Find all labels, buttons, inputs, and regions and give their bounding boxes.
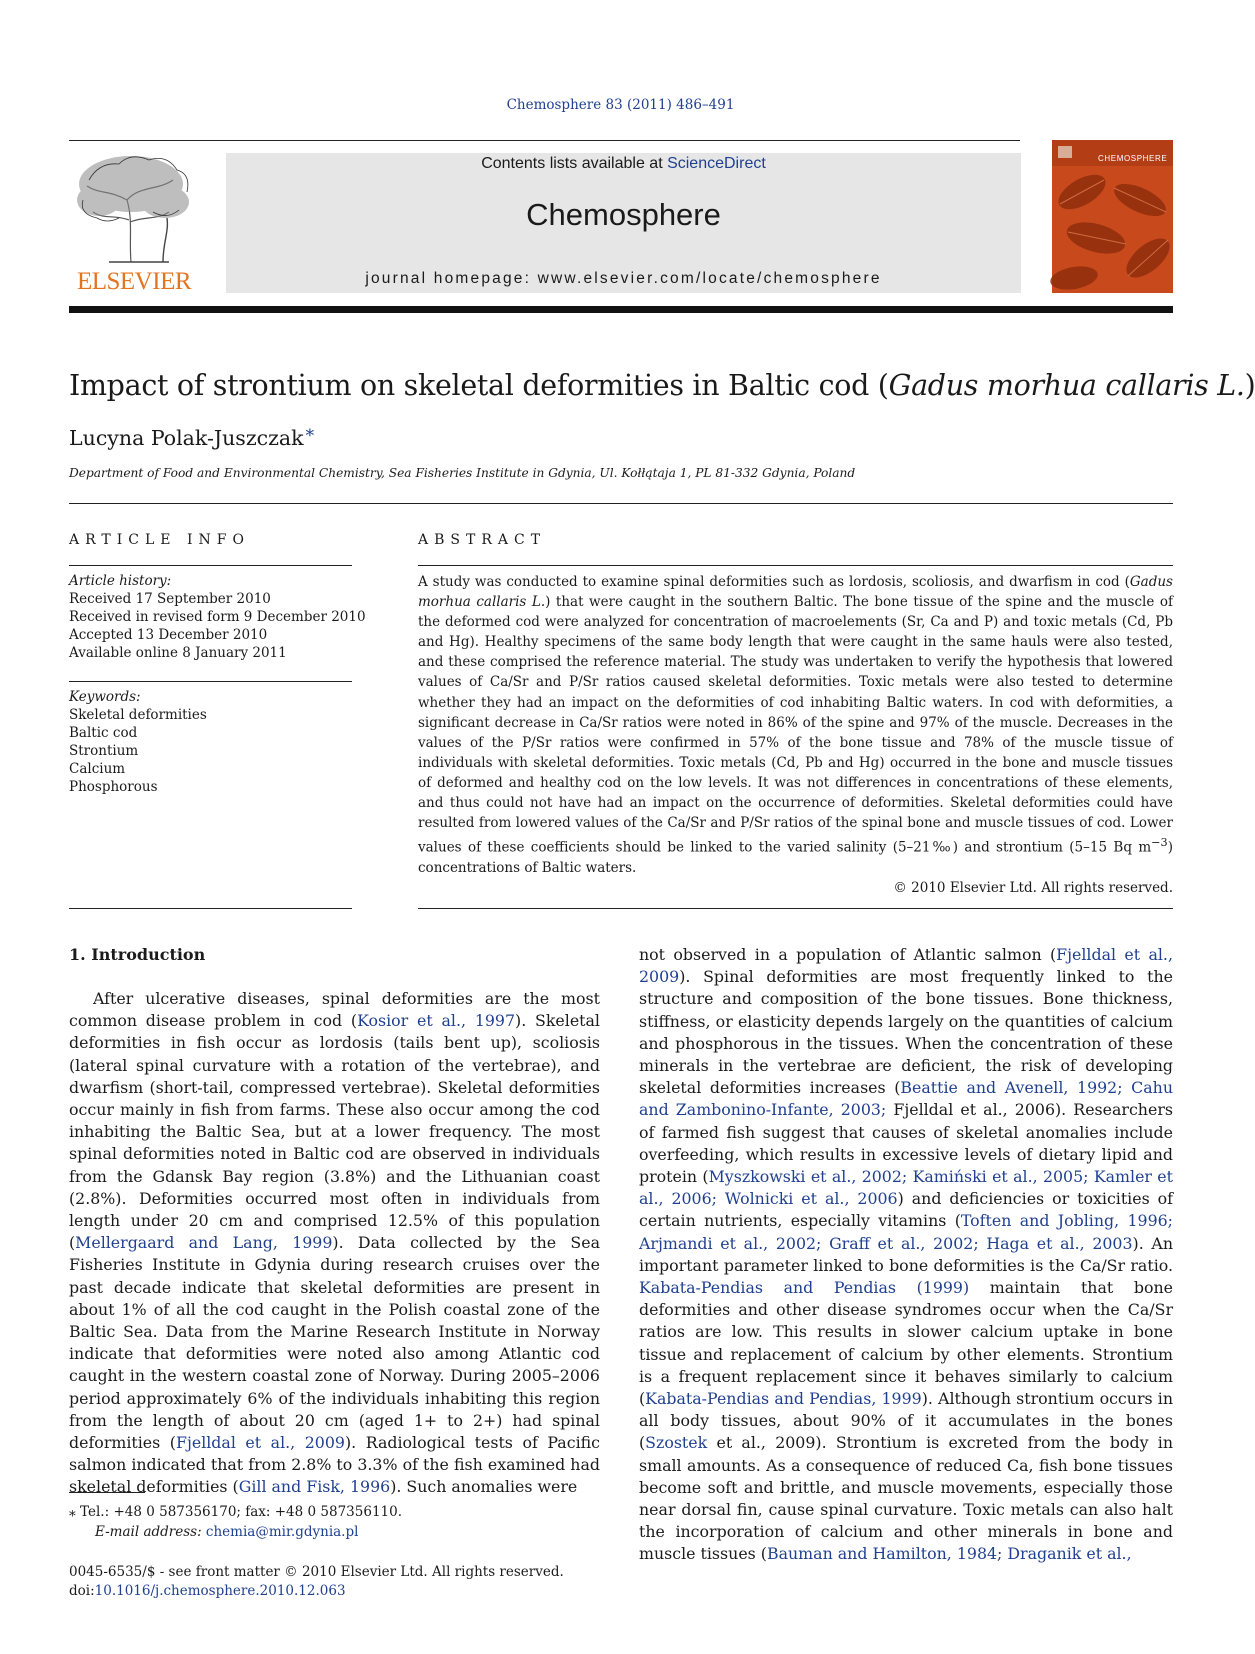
footnote	[69, 1502, 402, 1542]
abstract-copyright: © 2010 Elsevier Ltd. All rights reserved.	[893, 879, 1173, 896]
affiliation-rule	[69, 503, 1173, 504]
article-info-bottom-rule	[69, 908, 352, 909]
elsevier-wordmark: ELSEVIER	[76, 268, 192, 295]
intro-right-column	[639, 944, 1173, 1566]
citation-link[interactable]: Bauman and Hamilton, 1984; Draganik et al.,	[766, 1544, 1132, 1564]
citation-link[interactable]: Fjelldal et al., 2009	[175, 1433, 345, 1453]
body-text: ). Spinal deformities are most frequently linked to the structure and composition of the bone tissues. Bone thickness, stiffness, or elasticity depends largely on the quantities of calcium and phosphorous in the tissues. When the concentration of these minerals in the vertebrae are deficient, the risk of developing skeletal deformities increases (	[639, 967, 1173, 1098]
citation-link[interactable]: Kabata-Pendias and Pendias (1999)	[639, 1278, 970, 1298]
article-info-heading: ARTICLE INFO	[69, 532, 250, 548]
body-text: ). Data collected by the Sea Fisheries Institute in Gdynia during research cruises over the past decade indicate that skeletal deformities are present in about 1% of all the cod caught in the Polish coastal zone of the Baltic Sea. Data from the Marine Research Institute in Norway indicate that deformities were noted also among Atlantic cod caught in the western coastal zone of Norway. During 2005–2006 period approximately 6% of the individuals inhabiting this region from the length of about 20 cm (aged 1+ to 2+) had spinal deformities (	[69, 1233, 601, 1453]
body-text: et al., 2009). Strontium is excreted from the body in small amounts. As a consequence of reduced Ca, fish bone tissues become soft and brittle, and muscle movements, especially those near dorsal fin, cause spinal curvature. Toxic metals can also halt the incorporation of calcium and other minerals in bone and muscle tissues (	[639, 1433, 1173, 1564]
journal-name[interactable]: Chemosphere	[526, 197, 721, 232]
section-heading: 1. Introduction	[69, 945, 206, 964]
citation-link[interactable]: Kosior et al., 1997	[357, 1011, 516, 1031]
keywords-label: Keywords:	[69, 689, 141, 705]
body-text: ). Although strontium occurs in all body tissues, about 90% of it accumulates in the bones (	[639, 1389, 1173, 1453]
journal-banner	[226, 153, 1021, 293]
body-text: ). An important parameter linked to bone deformities is the Ca/Sr ratio.	[639, 1233, 1173, 1275]
citation-link[interactable]: Mellergaard and Lang, 1999	[75, 1233, 333, 1253]
email-link[interactable]: chemia@mir.gdynia.pl	[205, 1524, 359, 1540]
header-rule	[69, 140, 1020, 141]
intro-left-column	[69, 988, 600, 1499]
article-history	[69, 572, 366, 662]
article-info-rule	[69, 565, 352, 566]
body-text: After ulcerative diseases, spinal deformities are the most common disease problem in cod (	[69, 989, 600, 1031]
footnote-email: E-mail address: chemia@mir.gdynia.pl	[95, 1524, 359, 1540]
article-title: Impact of strontium on skeletal deformities in Baltic cod (Gadus morhua callaris L.)	[69, 369, 1255, 402]
citation-link[interactable]: Fjelldal et al., 2009	[639, 945, 1173, 987]
abstract-bottom-rule	[418, 908, 1173, 909]
elsevier-logo[interactable]	[69, 150, 199, 296]
author-name: Lucyna Polak-Juszczak *	[69, 426, 315, 450]
keyword-item: Skeletal deformities	[69, 707, 207, 723]
citation-link[interactable]: Kabata-Pendias and Pendias, 1999	[645, 1389, 922, 1409]
elsevier-tree-icon	[69, 150, 199, 268]
history-received: Received 17 September 2010	[69, 591, 271, 607]
history-online: Available online 8 January 2011	[69, 645, 287, 661]
keyword-item: Phosphorous	[69, 779, 158, 795]
citation-link[interactable]: Beattie and Avenell, 1992; Cahu and Zambonino-Infante, 2003;	[639, 1078, 1173, 1120]
keyword-item: Strontium	[69, 743, 139, 759]
issn-line: 0045-6535/$ - see front matter © 2010 Elsevier Ltd. All rights reserved.	[69, 1564, 564, 1580]
body-text: Fjelldal et al., 2006). Researchers of farmed fish suggest that causes of skeletal anomalies include overfeeding, which results in excessive levels of dietary lipid and protein (	[639, 1100, 1173, 1187]
doi-line: doi:10.1016/j.chemosphere.2010.12.063	[69, 1583, 346, 1599]
journal-cover-image[interactable]	[1052, 140, 1173, 293]
body-text: not observed in a population of Atlantic salmon (	[639, 945, 1057, 964]
history-accepted: Accepted 13 December 2010	[69, 627, 268, 643]
body-text: ). Radiological tests of Pacific salmon indicated that from 2.8% to 3.3% of the fish examined had skeletal deformities (	[69, 1433, 601, 1497]
history-label: Article history:	[69, 573, 172, 589]
footnote-rule	[69, 1492, 145, 1493]
keyword-item: Calcium	[69, 761, 126, 777]
contents-line: Contents lists available at ScienceDirect	[481, 155, 766, 172]
citation-link[interactable]: Myszkowski et al., 2002; Kamiński et al., 2005; Kamler et al., 2006; Wolnicki et al., 2006	[639, 1167, 1174, 1209]
keywords-block	[69, 688, 207, 796]
affiliation: Department of Food and Environmental Chemistry, Sea Fisheries Institute in Gdynia, Ul. Kołłątaja 1, PL 81-332 Gdynia, Poland	[69, 466, 856, 480]
doi-link[interactable]: 10.1016/j.chemosphere.2010.12.063	[94, 1583, 346, 1599]
citation-link[interactable]: Szostek	[645, 1433, 708, 1453]
body-text: ). Such anomalies were	[390, 1477, 578, 1497]
abstract-text: A study was conducted to examine spinal deformities such as lordosis, scoliosis, and dwarfism in cod (Gadus morhua callaris L.) that were caught in the southern Baltic. The bone tissue of the spine and the muscle of the deformed cod were analyzed for concentration of macroelements (Sr, Ca and P) and toxic metals (Cd, Pb and Hg). Healthy specimens of the same body length that were caught in the same hauls were also tested, and these comprised the reference material. The study was undertaken to verify the hypothesis that lowered values of Ca/Sr and P/Sr ratios caused skeletal deformities. Toxic metals were also tested to determine whether they had an impact on the deformities of cod inhabiting Baltic waters. In cod with deformities, a significant decrease in Ca/Sr ratios were noted in 86% of the spine and 97% of the muscle. Decreases in the values of the P/Sr ratios were confirmed in 57% of the bone tissue and 78% of the muscle tissue of individuals with skeletal deformities. Toxic metals (Cd, Pb and Hg) occurred in the bone and muscle tissues of deformed and healthy cod on the low levels. It was not differences in concentrations of these elements, and thus could not have had an impact on the occurrence of deformities. Skeletal deformities could have resulted from lowered values of the Ca/Sr and P/Sr ratios of the spinal bone and muscle tissues of cod. Lower values of these coefficients should be linked to the varied salinity (5–21‰) and strontium (5–15 Bq $m^{-3}$) concentrations of Baltic waters. © 2010 Elsevier Ltd. All rights reserved.	[418, 572, 1173, 898]
citation-link[interactable]: Toften and Jobling, 1996; Arjmandi et al., 2002; Graff et al., 2002; Haga et al., 2003	[639, 1211, 1173, 1253]
body-text: maintain that bone deformities and other disease syndromes occur when the Ca/Sr ratios are low. This results in slower calcium uptake in bone tissue and replacement of calcium by other elements. Strontium is a frequent replacement since it behaves similarly to calcium (	[639, 1278, 1173, 1409]
abstract-heading: ABSTRACT	[418, 532, 547, 548]
cover-journal-label: CHEMOSPHERE	[1098, 154, 1168, 163]
body-text: ). Skeletal deformities in fish occur as lordosis (tails bent up), scoliosis (lateral spinal curvature with a rotation of the vertebrae), and dwarfism (short-tail, compressed vertebrae). Skeletal deformities occur mainly in fish from farms. These also occur among the cod inhabiting the Baltic Sea, but at a lower frequency. The most spinal deformities noted in Baltic cod are observed in individuals from the Gdansk Bay region (3.8%) and the Lithuanian coast (2.8%). Deformities occurred most often in individuals from length under 20 cm and comprised 12.5% of this population (	[69, 1011, 600, 1253]
front-matter	[69, 1563, 564, 1601]
journal-citation[interactable]: Chemosphere 83 (2011) 486–491	[506, 97, 735, 113]
history-revised: Received in revised form 9 December 2010	[69, 609, 366, 625]
body-text: ) and deficiencies or toxicities of certain nutrients, especially vitamins (	[639, 1189, 1173, 1231]
abstract-rule	[418, 565, 1173, 566]
citation-link[interactable]: Gill and Fisk, 1996	[238, 1477, 391, 1497]
corresponding-author-mark[interactable]: *	[305, 426, 315, 446]
footnote-tel: ⁎ Tel.: +48 0 587356170; fax: +48 0 587356110.	[69, 1504, 402, 1520]
keyword-item: Baltic cod	[69, 725, 138, 741]
sciencedirect-link[interactable]: ScienceDirect	[667, 155, 766, 172]
header-thick-rule	[69, 306, 1173, 313]
journal-homepage-link[interactable]: journal homepage: www.elsevier.com/locate/chemosphere	[365, 270, 882, 287]
keywords-rule	[69, 681, 352, 682]
